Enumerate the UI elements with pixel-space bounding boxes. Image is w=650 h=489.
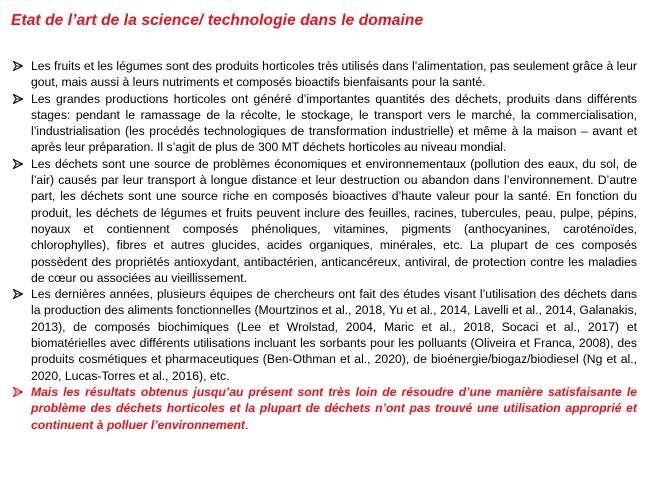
- bullet-suffix: .: [244, 417, 249, 432]
- bullet-item: [11, 156, 637, 286]
- arrowhead-bullet-icon: [13, 159, 23, 169]
- bullet-item: [11, 58, 637, 91]
- bullet-item: [11, 91, 637, 156]
- bullet-text: Mais les résultats obtenus jusqu’au présent sont très loin de résoudre d’une manière satisfaisante le problème des déchets horticoles et la plupart de déchets n’ont pas trouvé une utilisation approprié et continuent à polluer l’environnement: [31, 384, 637, 432]
- bullet-text: Les fruits et les légumes sont des produits horticoles très utilisés dans l’alimentation, pas seulement grâce à leur gout, mais aussi à leurs nutriments et composés bioactifs bienfaisants pour la santé.: [31, 59, 637, 90]
- bullet-item: [11, 286, 637, 384]
- arrowhead-bullet-icon: [13, 289, 23, 299]
- bullet-text: Les dernières années, plusieurs équipes de chercheurs ont fait des études visant l’utilisation des déchets dans la production des aliments fonctionnelles (Mourtzinos et al., 2018, Yu et al., 2014, Lavelli et al., 2014, Galanakis, 2013), de composés biochimiques (Lee et Wrolstad, 2004, Maric et al., 2018, Socaci et al., 2017) et biomatérielles avec différents utilisations incluant les sorbants pour les polluants (Oliveira et Franca, 2008), des produits cosmétiques et pharmaceutiques (Ben-Othman et al., 2020), de bioénergie/biogaz/biodiesel (Ng et al., 2020, Lucas-Torres et al., 2016), etc.: [31, 287, 637, 383]
- slide-title: Etat de l’art de la science/ technologie dans le domaine: [11, 12, 424, 29]
- bullet-item-highlight: [11, 384, 637, 433]
- arrowhead-bullet-icon: [13, 387, 23, 397]
- arrowhead-bullet-icon: [13, 61, 23, 71]
- bullet-list: [11, 58, 637, 433]
- bullet-text: Les grandes productions horticoles ont généré d’importantes quantités des déchets, produits dans différents stages: pendant le ramassage de la récolte, le stockage, le transport vers le marché, la commercialisation, l’industrialisation (les procédés technologiques de transformation industrielle) et même à la maison – avant et après leur préparation. Il s’agit de plus de 300 MT déchets horticoles au niveau mondial.: [31, 91, 637, 155]
- arrowhead-bullet-icon: [13, 94, 23, 104]
- bullet-text: Les déchets sont une source de problèmes économiques et environnementaux (pollution des eaux, du sol, de l’air) causés par leur transport à longue distance et leur destruction ou abandon dans l’environnement. D’autre part, les déchets sont une source riche en composés bioactives d’haute valeur pour la santé. En fonction du produit, les déchets de légumes et fruits peuvent inclure des feuilles, racines, tubercules, peau, pulpe, pépins, noyaux et contiennent composés phénoliques, vitamines, pigments (anthocyanines, caroténoïdes, chlorophylles), fibres et autres glucides, acides organiques, minérales, etc. La plupart de ces composés possèdent des propriétés antioxydant, antibactérien, anticancéreux, antiviral, de protection contre les maladies de cœur ou associées au vieillissement.: [31, 156, 637, 285]
